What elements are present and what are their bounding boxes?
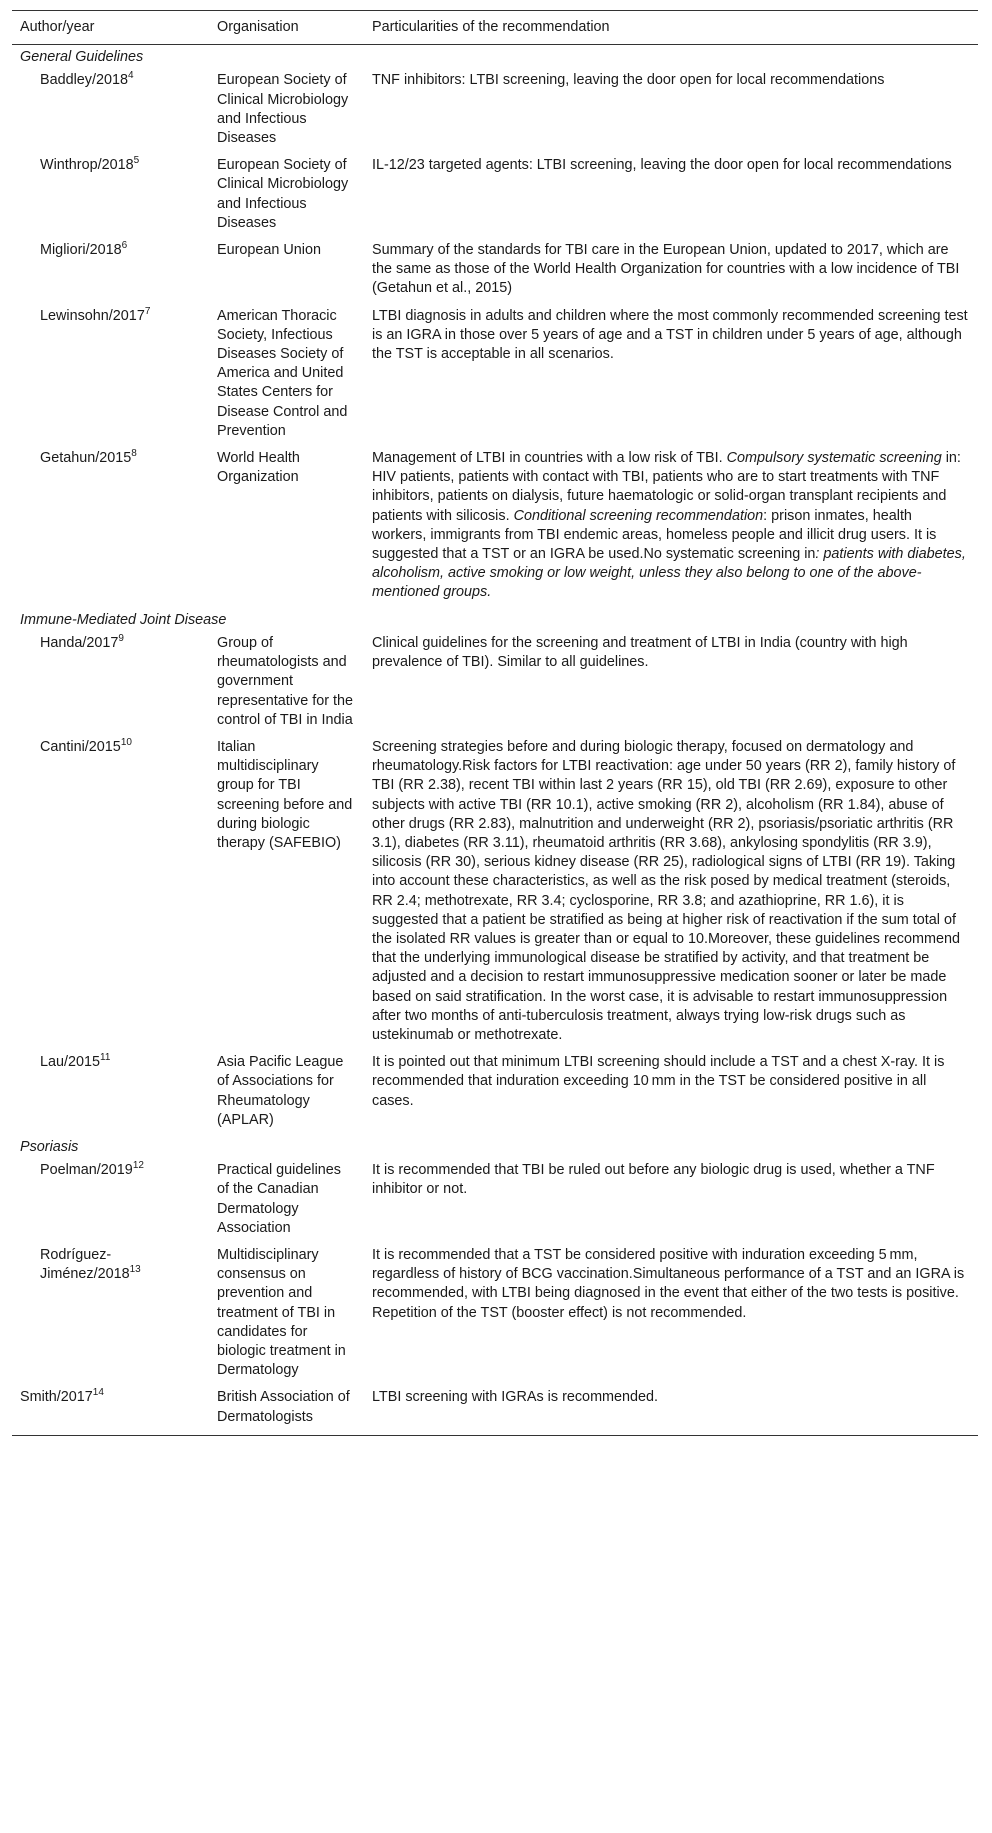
- reference-number: 8: [131, 448, 137, 460]
- author-year: Cantini/2015: [40, 738, 121, 755]
- header-particularities: Particularities of the recommendation: [364, 11, 978, 45]
- table-row: [12, 238, 978, 304]
- recommendation-text: in: HIV patients, patients with contact with TBI, patients who are to start treatments with TNF inhibitors, patients on dialysis, future haematologic or solid-organ transplant recipients and patients with silicosis.: [372, 450, 961, 524]
- recommendation-text: It is recommended that a TST be considered positive with induration exceeding 5 mm, regardless of history of BCG vaccination.Simultaneous performance of a TST and an IGRA is recommended, with LTBI being diagnosed in the event that either of the two tests is positive. Repetition of the TST (booster effect) is not recommended.: [372, 1246, 965, 1321]
- organisation-cell: Italian multidisciplinary group for TBI screening before and during biologic therapy (SAFEBIO): [217, 738, 353, 851]
- reference-number: 13: [129, 1264, 141, 1276]
- author-year-cell: [12, 1243, 209, 1385]
- table-row: [12, 304, 978, 446]
- author-year: Poelman/2019: [40, 1162, 133, 1179]
- organisation-cell: European Union: [217, 242, 322, 259]
- recommendation-cell: [364, 68, 978, 153]
- recommendation-cell: [364, 446, 978, 608]
- recommendation-text: TNF inhibitors: LTBI screening, leaving the door open for local recommendations: [372, 72, 885, 89]
- table-row: [12, 1243, 978, 1385]
- organisation-cell: Multidisciplinary consensus on prevention and treatment of TBI in candidates for biologic treatment in Dermatology: [217, 1246, 346, 1379]
- author-year-cell: [12, 631, 209, 735]
- reference-number: 11: [100, 1052, 111, 1064]
- recommendation-cell: [364, 304, 978, 446]
- recommendation-text: It is pointed out that minimum LTBI screening should include a TST and a chest X-ray. It is recommended that induration exceeding 10 mm in the TST be considered positive in all cases.: [372, 1054, 945, 1109]
- author-year-cell: [12, 1385, 209, 1435]
- table-row: [12, 153, 978, 238]
- section-row: [12, 608, 978, 631]
- guidelines-table: [12, 10, 978, 1436]
- recommendation-cell: [364, 1385, 978, 1435]
- author-year: Migliori/2018: [40, 242, 122, 259]
- author-year-cell: [12, 1158, 209, 1243]
- author-year: Getahun/2015: [40, 450, 132, 467]
- recommendation-cell: [364, 153, 978, 238]
- recommendation-cell: [364, 735, 978, 1050]
- section-row: [12, 1135, 978, 1158]
- recommendation-text: Management of LTBI in countries with a low risk of TBI.: [372, 450, 727, 467]
- recommendation-text: Screening strategies before and during biologic therapy, focused on dermatology and rheumatology.Risk factors for LTBI reactivation: age under 50 years (RR 2), family history of TBI (RR 2.38), recent TBI within last 2 years (RR 15), old TBI (RR 2.69), exposure to other subjects with active TBI (RR 10.1), active smoking (RR 2), alcoholism (RR 1.84), abuse of other drugs (RR 2.83), malnutrition and underweight (RR 2), psoriasis/psoriatic arthritis (RR 3.1), diabetes (RR 3.11), rheumatoid arthritis (RR 3.68), ankylosing spondylitis (RR 3.9), silicosis (RR 30), serious kidney disease (RR 25), radiological signs of LTBI (RR 19). Taking into account these characteristics, as well as the risk posed by medical treatment (steroids, RR 2.4; methotrexate, RR 3.4; cyclosporine, RR 3.8; and azathioprine, RR 1.6), it is suggested that a patient be stratified as being at higher risk of reactivation if the sum total of the isolated RR values is greater than or equal to 10.Moreover, these guidelines recommend that the underlying immunological disease be stratified by activity, and that treatment be adjusted and a decision to restart immunosuppressive medication sooner or later be made based on said stratification. In the worst case, it is advisable to restart immunosuppression after two months of anti-tuberculosis treatment, always trying low-risk drugs such as ustekinumab or methotrexate.: [372, 738, 960, 1043]
- recommendation-text: : prison inmates, health workers, immigrants from TBI endemic areas, homeless people and illicit drug users. It is suggested that a TST or an IGRA be used.No systematic screening in: [372, 507, 937, 563]
- author-year: Rodríguez-Jiménez/2018: [40, 1246, 130, 1283]
- author-year: Smith/2017: [20, 1389, 93, 1406]
- reference-number: 9: [118, 632, 124, 644]
- author-year: Lewinsohn/2017: [40, 307, 145, 324]
- recommendation-text: Conditional screening recommendation: [513, 507, 764, 524]
- reference-number: 6: [121, 240, 128, 252]
- recommendation-cell: [364, 1243, 978, 1385]
- author-year-cell: [12, 304, 209, 446]
- section-title: Immune-Mediated Joint Disease: [20, 611, 227, 628]
- organisation-cell: Asia Pacific League of Associations for Rheumatology (APLAR): [217, 1054, 344, 1128]
- organisation-cell: Practical guidelines of the Canadian Dermatology Association: [217, 1162, 341, 1236]
- recommendation-cell: [364, 631, 978, 735]
- table-row: [12, 68, 978, 153]
- reference-number: 5: [133, 155, 140, 167]
- organisation-cell: European Society of Clinical Microbiology and Infectious Diseases: [217, 157, 349, 231]
- recommendation-text: LTBI diagnosis in adults and children where the most commonly recommended screening test is an IGRA in those over 5 years of age and a TST in children under 5 years of age, although the TST is acceptable in all scenarios.: [372, 307, 968, 363]
- section-title: Psoriasis: [20, 1138, 79, 1155]
- table-row: [12, 631, 978, 735]
- organisation-cell: European Society of Clinical Microbiology and Infectious Diseases: [217, 72, 349, 147]
- organisation-cell: Group of rheumatologists and government representative for the control of TBI in India: [217, 634, 353, 728]
- header-author-year: Author/year: [12, 11, 209, 45]
- author-year: Baddley/2018: [40, 72, 129, 89]
- reference-number: 10: [120, 736, 132, 748]
- author-year: Handa/2017: [40, 634, 119, 651]
- header-organisation: Organisation: [209, 11, 364, 45]
- table-row: [12, 735, 978, 1050]
- recommendation-text: Clinical guidelines for the screening and treatment of LTBI in India (country with high prevalence of TBI). Similar to all guidelines.: [372, 634, 908, 671]
- author-year-cell: [12, 153, 209, 238]
- organisation-cell: American Thoracic Society, Infectious Diseases Society of America and United States Centers for Disease Control and Prevention: [217, 307, 348, 439]
- author-year: Lau/2015: [40, 1054, 101, 1071]
- recommendation-text: LTBI screening with IGRAs is recommended.: [372, 1389, 659, 1406]
- table-header: [12, 11, 978, 45]
- reference-number: 14: [92, 1387, 104, 1399]
- organisation-cell: British Association of Dermatologists: [209, 1385, 364, 1435]
- organisation-cell: World Health Organization: [217, 450, 300, 486]
- author-year-cell: [12, 1050, 209, 1135]
- reference-number: 4: [128, 70, 134, 82]
- recommendation-text: Compulsory systematic screening: [726, 450, 942, 467]
- table-row: [12, 1385, 978, 1435]
- recommendation-text: Summary of the standards for TBI care in the European Union, updated to 2017, which are the same as those of the World Health Organization for countries with a low incidence of TBI (Getahun et al., 2015): [372, 242, 960, 297]
- table-row: [12, 1158, 978, 1243]
- author-year-cell: [12, 238, 209, 304]
- reference-number: 7: [144, 305, 151, 317]
- author-year-cell: [12, 68, 209, 153]
- recommendation-cell: [364, 1158, 978, 1243]
- author-year: Winthrop/2018: [40, 157, 134, 174]
- table-body: [12, 45, 978, 1436]
- recommendation-cell: [364, 238, 978, 304]
- section-title: General Guidelines: [20, 49, 144, 66]
- reference-number: 12: [132, 1160, 144, 1172]
- recommendation-text: It is recommended that TBI be ruled out before any biologic drug is used, whether a TNF inhibitor or not.: [372, 1162, 935, 1198]
- author-year-cell: [12, 446, 209, 608]
- recommendation-text: : patients with diabetes, alcoholism, active smoking or low weight, unless they also belong to one of the above-mentioned groups.: [372, 546, 966, 601]
- recommendation-text: IL-12/23 targeted agents: LTBI screening, leaving the door open for local recommendations: [372, 157, 952, 174]
- table-row: [12, 446, 978, 608]
- table-row: [12, 1050, 978, 1135]
- section-row: [12, 45, 978, 69]
- author-year-cell: [12, 735, 209, 1050]
- recommendation-cell: [364, 1050, 978, 1135]
